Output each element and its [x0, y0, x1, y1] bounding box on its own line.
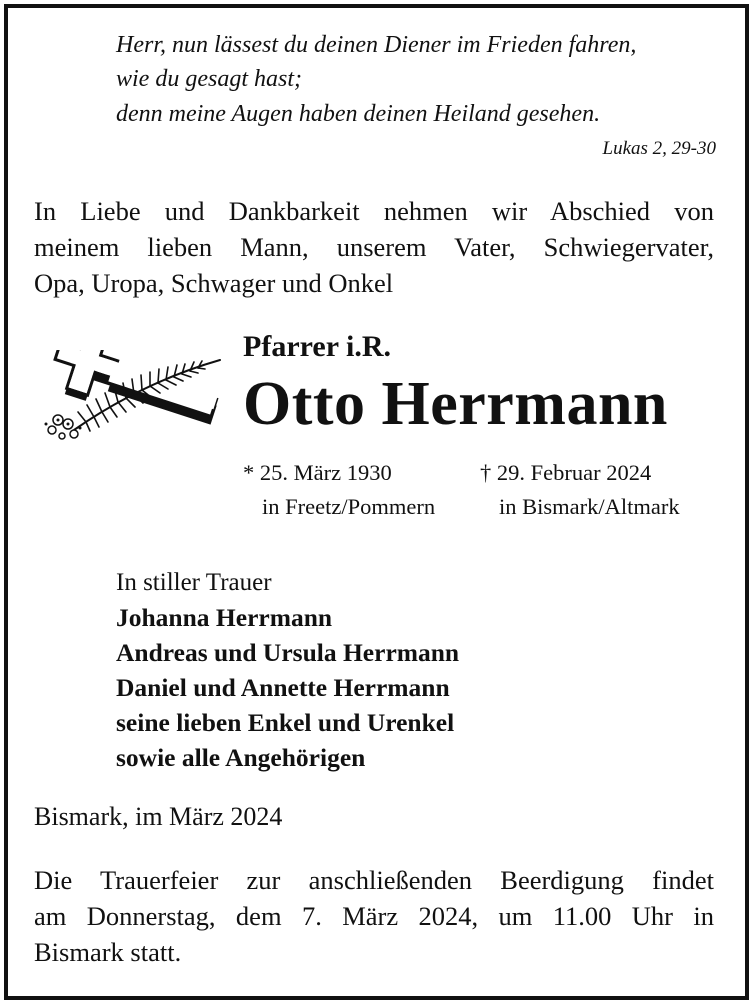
- mourner-name: Andreas und Ursula Herrmann: [116, 638, 460, 667]
- mourner-name: Daniel und Annette Herrmann: [116, 673, 450, 702]
- verse-line-2: wie du gesagt hast;: [116, 66, 302, 92]
- deceased-name: Otto Herrmann: [243, 370, 668, 438]
- death-date: † 29. Februar 2024: [480, 460, 652, 485]
- verse-line-1: Herr, nun lässest du deinen Diener im Frieden fahren,: [116, 32, 637, 58]
- place-date: Bismark, im März 2024: [34, 802, 283, 831]
- birth-place: in Freetz/Pommern: [262, 494, 436, 519]
- birth-date: * 25. März 1930: [243, 460, 392, 485]
- verse-line-3: denn meine Augen haben deinen Heiland gesehen.: [116, 101, 601, 127]
- funeral-line-3: Bismark statt.: [34, 937, 182, 967]
- funeral-info: [34, 862, 714, 970]
- deceased-title: Pfarrer i.R.: [243, 330, 391, 363]
- mourner-name: sowie alle Angehörigen: [116, 743, 366, 772]
- intro-line-3: Opa, Uropa, Schwager und Onkel: [34, 268, 394, 298]
- mourner-name: seine lieben Enkel und Urenkel: [116, 708, 455, 737]
- death-place: in Bismark/Altmark: [499, 494, 680, 519]
- intro-line-2: meinem lieben Mann, unserem Vater, Schwiegervater,: [34, 232, 714, 262]
- intro-line-1: In Liebe und Dankbarkeit nehmen wir Abschied von: [34, 196, 714, 226]
- mourners-block: [116, 565, 459, 775]
- intro-text: [34, 193, 714, 301]
- funeral-line-1: Die Trauerfeier zur anschließenden Beerdigung findet: [34, 865, 714, 895]
- cross-with-palm-branch-icon: [34, 350, 226, 446]
- verse-reference: Lukas 2, 29-30: [602, 138, 716, 159]
- mourner-name: Johanna Herrmann: [116, 603, 333, 632]
- mourners-intro: In stiller Trauer: [116, 569, 272, 596]
- funeral-line-2: am Donnerstag, dem 7. März 2024, um 11.00 Uhr in: [34, 901, 714, 931]
